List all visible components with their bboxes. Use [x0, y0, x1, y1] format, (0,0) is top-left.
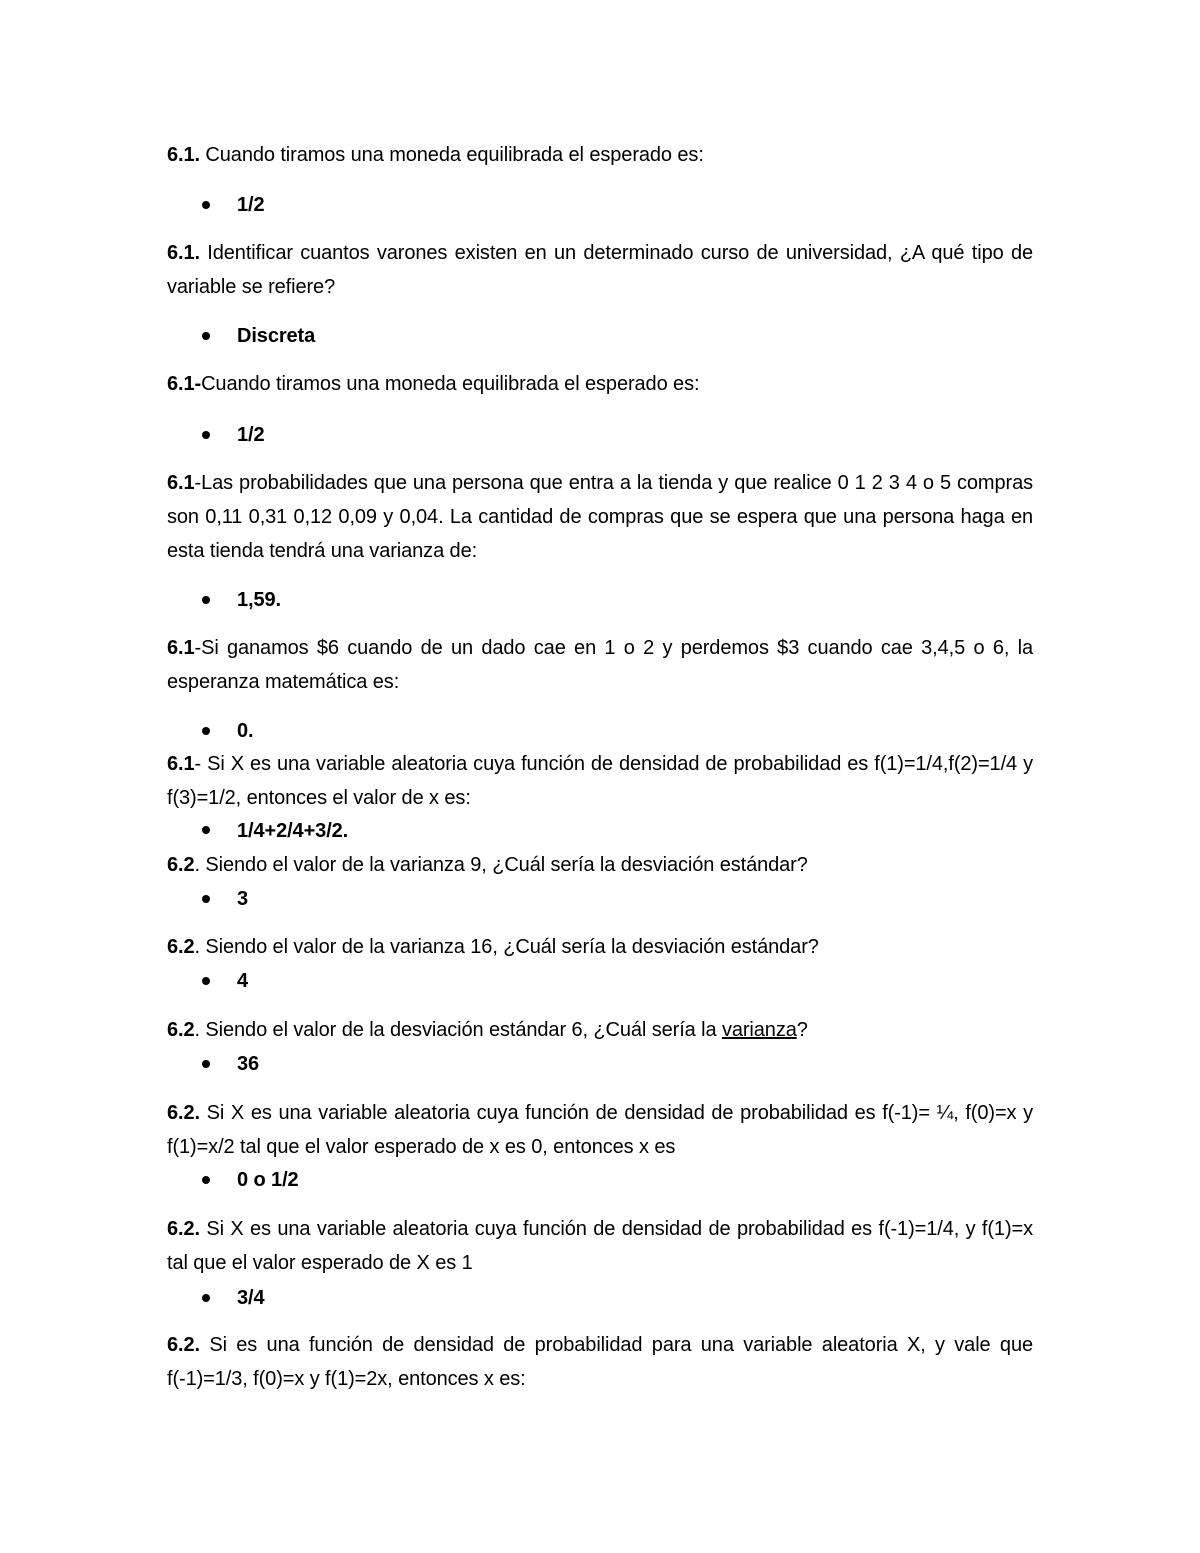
question-number: 6.1	[167, 753, 195, 775]
question-3	[167, 367, 1033, 401]
question-text: -Si ganamos $6 cuando de un dado cae en 1 o 2 y perdemos $3 cuando cae 3,4,5 o 6, la esperanza matemática es:	[167, 637, 1033, 693]
bullet-icon	[202, 1176, 210, 1184]
question-text: Si es una función de densidad de probabilidad para una variable aleatoria X, y vale que f(-1)=1/3, f(0)=x y f(1)=2x, entonces x es:	[167, 1334, 1033, 1390]
answer-4: 1,59.	[237, 589, 281, 611]
question-12	[167, 1328, 1033, 1396]
question-number: 6.2.	[167, 1334, 200, 1356]
question-1	[167, 138, 1033, 172]
question-number: 6.2.	[167, 1218, 200, 1240]
question-text: Si X es una variable aleatoria cuya función de densidad de probabilidad es f(-1)=1/4, y f(1)=x tal que el valor esperado de X es 1	[167, 1218, 1033, 1274]
question-number: 6.2	[167, 1019, 195, 1041]
question-number: 6.1.	[167, 144, 200, 166]
answer-3: 1/2	[237, 424, 265, 446]
bullet-icon	[202, 431, 210, 439]
question-number: 6.2	[167, 854, 195, 876]
question-text: Identificar cuantos varones existen en un determinado curso de universidad, ¿A qué tipo de variable se refiere?	[167, 242, 1033, 298]
answer-7: 3	[237, 888, 249, 910]
question-2	[167, 236, 1033, 304]
question-text-end: ?	[796, 1019, 808, 1041]
question-5	[167, 631, 1033, 699]
answer-6: 1/4+2/4+3/2.	[237, 820, 349, 842]
question-10	[167, 1096, 1033, 1164]
bullet-icon	[202, 596, 210, 604]
underlined-word: varianza	[721, 1019, 797, 1041]
question-number: 6.1	[167, 637, 195, 659]
question-text: Cuando tiramos una moneda equilibrada el esperado es:	[201, 373, 700, 395]
answer-11: 3/4	[237, 1287, 265, 1309]
answer-9: 36	[237, 1053, 260, 1075]
bullet-icon	[202, 826, 210, 834]
question-text: . Siendo el valor de la desviación estándar 6, ¿Cuál sería la	[194, 1019, 722, 1041]
question-text: Si X es una variable aleatoria cuya función de densidad de probabilidad es f(-1)= ¼, f(0)=x y f(1)=x/2 tal que el valor esperado de x es 0, entonces x es	[167, 1102, 1033, 1158]
bullet-icon	[202, 977, 210, 985]
answer-10: 0 o 1/2	[237, 1169, 299, 1191]
bullet-icon	[202, 332, 210, 340]
answer-8: 4	[237, 970, 249, 992]
bullet-icon	[202, 895, 210, 903]
bullet-icon	[202, 727, 210, 735]
question-number: 6.1.	[167, 242, 200, 264]
question-text: Cuando tiramos una moneda equilibrada el esperado es:	[199, 144, 704, 166]
question-6	[167, 747, 1033, 815]
question-text: . Siendo el valor de la varianza 16, ¿Cuál sería la desviación estándar?	[194, 936, 819, 958]
bullet-icon	[202, 1060, 210, 1068]
question-number: 6.1	[167, 472, 195, 494]
question-number: 6.2.	[167, 1102, 200, 1124]
question-number: 6.1-	[167, 373, 202, 395]
question-7	[167, 848, 1033, 882]
bullet-icon	[202, 1294, 210, 1302]
answer-2: Discreta	[237, 325, 316, 347]
question-4	[167, 466, 1033, 568]
question-8	[167, 930, 1033, 964]
question-text: - Si X es una variable aleatoria cuya función de densidad de probabilidad es f(1)=1/4,f(2)=1/4 y f(3)=1/2, entonces el valor de x es:	[167, 753, 1033, 809]
question-9	[167, 1013, 1033, 1047]
question-text: . Siendo el valor de la varianza 9, ¿Cuál sería la desviación estándar?	[194, 854, 808, 876]
answer-1: 1/2	[237, 194, 265, 216]
question-11	[167, 1212, 1033, 1280]
question-text: -Las probabilidades que una persona que entra a la tienda y que realice 0 1 2 3 4 o 5 compras son 0,11 0,31 0,12 0,09 y 0,04. La cantidad de compras que se espera que una persona haga en esta tienda tendrá una varianza de:	[167, 472, 1033, 562]
question-number: 6.2	[167, 936, 195, 958]
answer-5: 0.	[237, 720, 254, 742]
bullet-icon	[202, 201, 210, 209]
